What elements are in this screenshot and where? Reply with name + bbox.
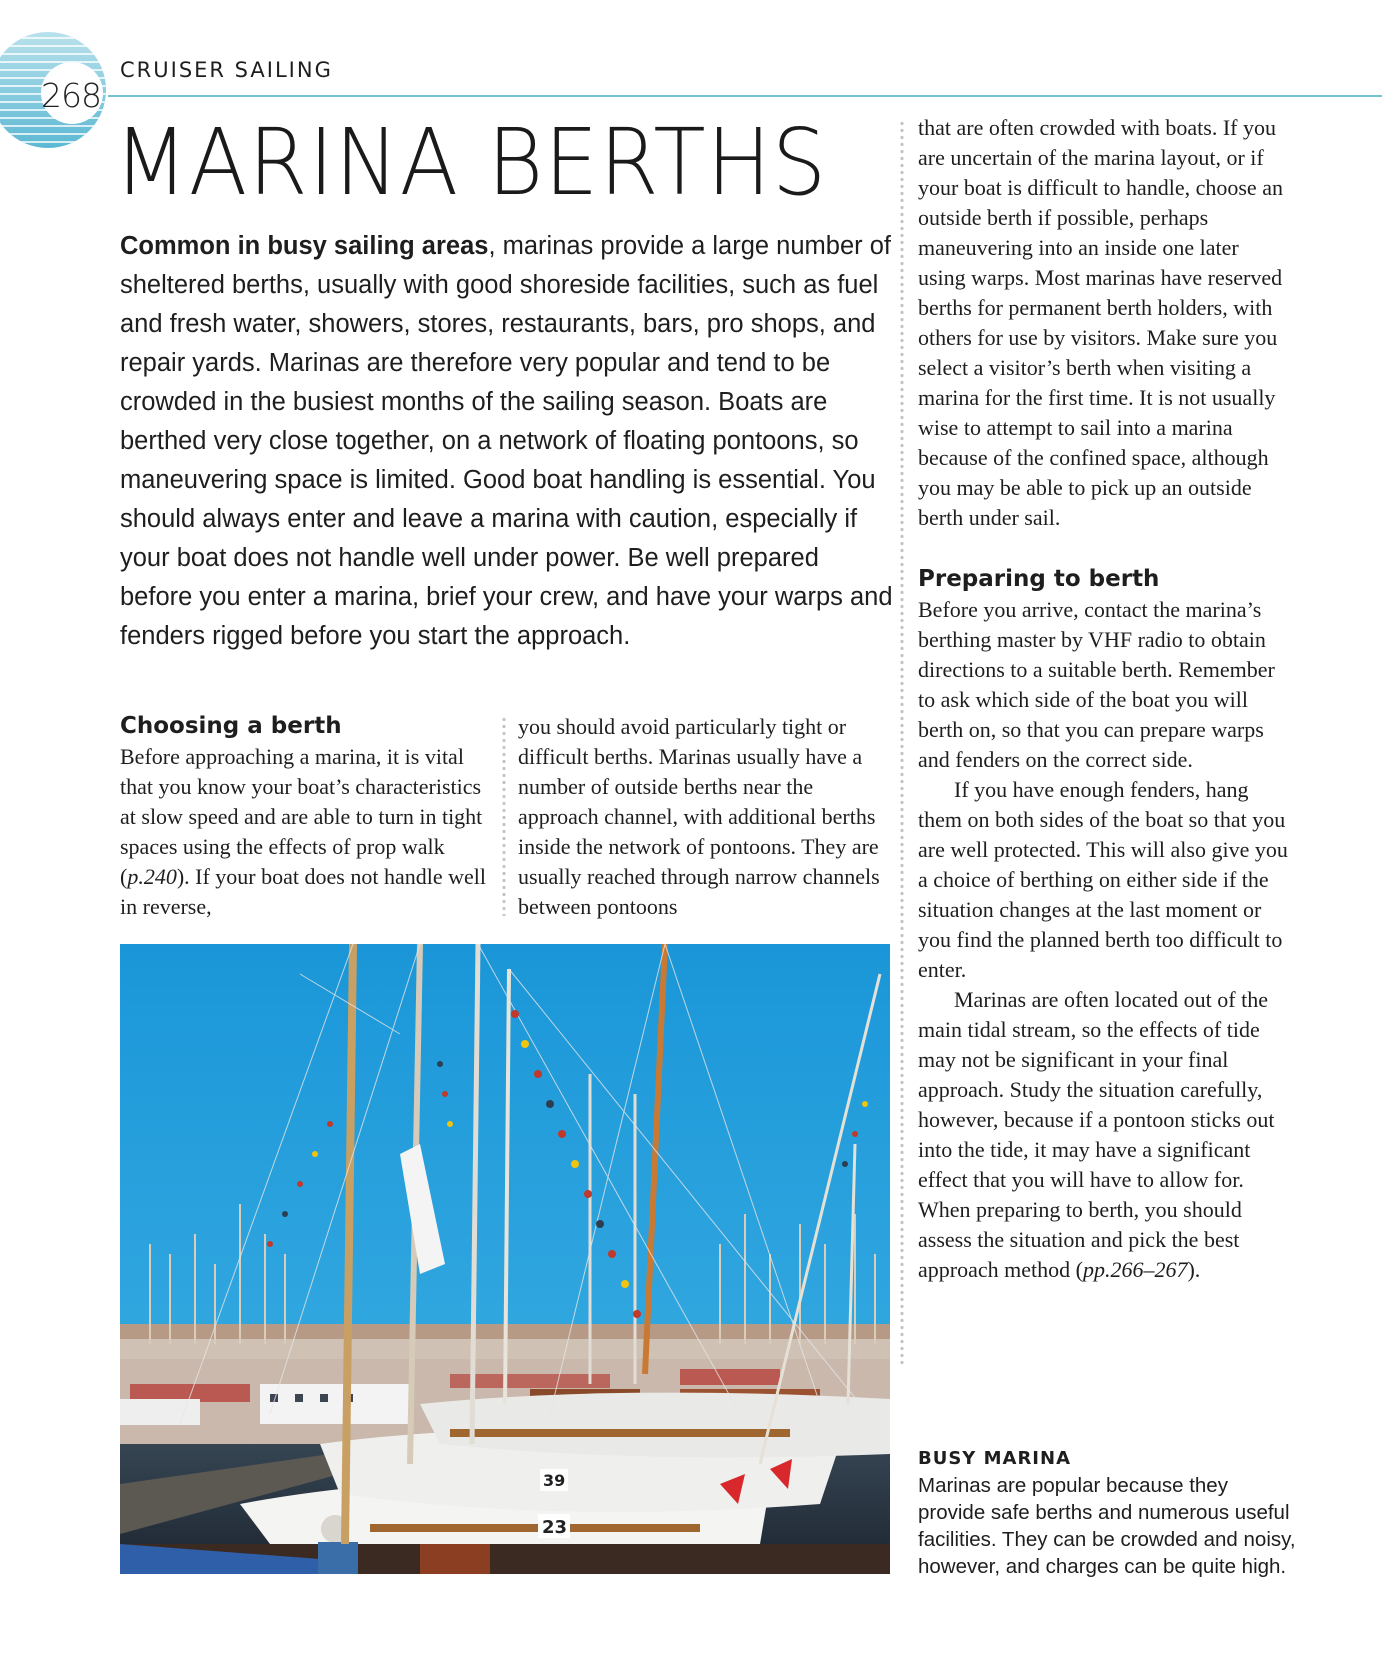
column-1 [120, 710, 490, 922]
section-label: CRUISER SAILING [120, 58, 333, 82]
column-3 [918, 113, 1288, 1285]
preparing-text-end: ). [1187, 1257, 1201, 1282]
intro-lead: Common in busy sailing areas [120, 232, 489, 260]
boat-number-23: 23 [542, 1517, 568, 1538]
heading-preparing-to-berth: Preparing to berth [918, 566, 1160, 592]
page-title: MARINA BERTHS [114, 109, 828, 216]
column-2 [518, 712, 898, 922]
page-number: 268 [41, 76, 101, 115]
page-reference-link[interactable]: p.240 [127, 864, 177, 889]
choosing-paragraph-continued: you should avoid particularly tight or difficult berths. Marinas usually have a number of outside berths near the approach channel, with additional berths inside the network of pontoons. They are usually reached through narrow channels between pontoons [518, 714, 880, 919]
caption-text: Marinas are popular because they provide safe berths and numerous useful facilities. They can be crowded and noisy, however, and charges can be quite high. [918, 1474, 1296, 1578]
column-divider [900, 120, 904, 1365]
caption-title: BUSY MARINA [918, 1448, 1071, 1469]
boat-number-39: 39 [543, 1471, 566, 1490]
marina-photo [120, 944, 890, 1574]
choosing-text: Before approaching a marina, it is vital that you know your boat’s characteristics at slow speed and are able to turn in tight spaces using the effects of prop walk ( [120, 744, 483, 889]
column-divider [502, 716, 506, 916]
preparing-paragraph-2: If you have enough fenders, hang them on both sides of the boat so that you are well protected. This will also give you a choice of berthing on either side if the situation changes at the last moment or you find the planned berth too difficult to enter. [918, 777, 1288, 982]
preparing-paragraph-1: Before you arrive, contact the marina’s berthing master by VHF radio to obtain directions to a suitable berth. Remember to ask which side of the boat you will berth on, so that you can prepare warps and fenders on the correct side. [918, 597, 1275, 772]
intro-paragraph [120, 227, 895, 656]
choosing-paragraph-end: that are often crowded with boats. If you are uncertain of the marina layout, or if your boat is difficult to handle, choose an outside berth if possible, perhaps maneuvering into an inside one later using warps. Most marinas have reserved berths for permanent berth holders, with others for use by visitors. Make sure you select a visitor’s berth when visiting a marina for the first time. It is not usually wise to attempt to sail into a marina because of the confined space, although you may be able to pick up an outside berth under sail. [918, 115, 1283, 530]
preparing-text: Marinas are often located out of the main tidal stream, so the effects of tide may not be significant in your final approach. Study the situation carefully, however, because if a pontoon sticks out into the tide, it may have a significant effect that you will have to allow for. When preparing to berth, you should assess the situation and pick the best approach method ( [918, 987, 1275, 1282]
choosing-text-end: ). If your boat does not handle well in reverse, [120, 864, 486, 919]
preparing-paragraph-3 [918, 985, 1288, 1285]
heading-choosing-a-berth: Choosing a berth [120, 713, 342, 739]
page-reference-link[interactable]: pp.266–267 [1082, 1257, 1188, 1282]
photo-caption [918, 1446, 1298, 1580]
header-rule [108, 95, 1382, 97]
choosing-paragraph [120, 742, 490, 922]
intro-text: , marinas provide a large number of sheltered berths, usually with good shoreside facilities, such as fuel and fresh water, showers, stores, restaurants, bars, pro shops, and repair yards. Marinas are therefore very popular and tend to be crowded in the busiest months of the sailing season. Boats are berthed very close together, on a network of floating pontoons, so maneuvering space is limited. Good boat handling is essential. You should always enter and leave a marina with caution, especially if your boat does not handle well under power. Be well prepared before you enter a marina, brief your crew, and have your warps and fenders rigged before you start the approach. [120, 232, 893, 650]
